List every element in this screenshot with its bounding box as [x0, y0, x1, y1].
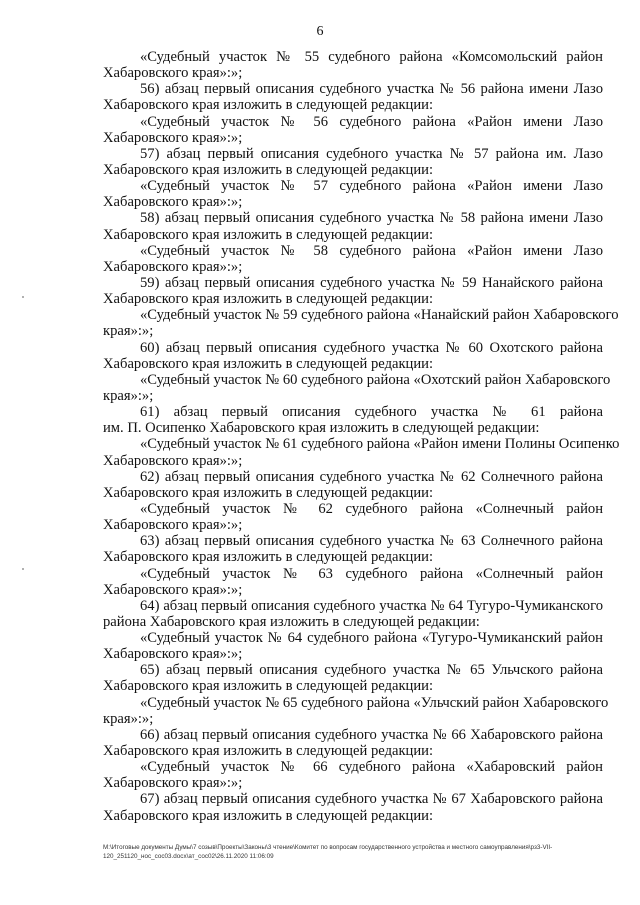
text-line: Хабаровского края»:»;	[103, 65, 243, 82]
text-line: 65) абзац первый описания судебного участка № 65 Ульчского района	[140, 662, 603, 679]
text-line: района Хабаровского края изложить в следующей редакции:	[103, 613, 480, 630]
text-line: Хабаровского края изложить в следующей редакции:	[103, 97, 434, 114]
text-line: 58) абзац первый описания судебного участка № 58 района имени Лазо	[140, 210, 603, 227]
text-line: Хабаровского края»:»;	[103, 646, 243, 663]
text-line: 63) абзац первый описания судебного участка № 63 Солнечного района	[140, 533, 603, 550]
text-line: Хабаровского края»:»;	[103, 517, 243, 534]
text-line: Хабаровского края изложить в следующей редакции:	[103, 743, 434, 760]
text-line: «Судебный участок № 62 судебного района «Солнечный район	[140, 500, 603, 517]
text-line: 60) абзац первый описания судебного участка № 60 Охотского района	[140, 339, 603, 356]
text-line: 62) абзац первый описания судебного участка № 62 Солнечного района	[140, 468, 603, 485]
text-line: Хабаровского края изложить в следующей редакции:	[103, 226, 434, 243]
text-line: 56) абзац первый описания судебного участка № 56 района имени Лазо	[140, 81, 603, 98]
text-line: «Судебный участок № 58 судебного района «Район имени Лазо	[140, 242, 603, 259]
text-line: «Судебный участок № 64 судебного района «Тугуро-Чумиканский район	[140, 630, 603, 647]
text-line: 66) абзац первый описания судебного участка № 66 Хабаровского района	[140, 726, 603, 743]
text-line: «Судебный участок № 65 судебного района «Ульчский район Хабаровского	[140, 694, 609, 711]
text-line: края»:»;	[103, 323, 154, 340]
text-line: «Судебный участок № 55 судебного района «Комсомольский район	[140, 49, 603, 65]
text-line: «Судебный участок № 61 судебного района «Район имени Полины Осипенко	[140, 436, 620, 453]
text-line: «Судебный участок № 56 судебного района «Район имени Лазо	[140, 113, 603, 130]
scan-speck	[22, 296, 24, 298]
text-line: Хабаровского края»:»;	[103, 194, 243, 211]
text-line: Хабаровского края изложить в следующей редакции:	[103, 484, 434, 501]
text-line: «Судебный участок № 63 судебного района «Солнечный район	[140, 565, 603, 582]
text-line: края»:»;	[103, 387, 154, 404]
text-line: 57) абзац первый описания судебного участка № 57 района им. Лазо	[140, 145, 603, 162]
text-line: края»:»;	[103, 710, 154, 727]
text-line: Хабаровского края изложить в следующей редакции:	[103, 549, 434, 566]
text-line: 64) абзац первый описания судебного участка № 64 Тугуро-Чумиканского	[140, 597, 603, 614]
text-line: Хабаровского края изложить в следующей редакции:	[103, 161, 434, 178]
text-line: Хабаровского края»:»;	[103, 258, 243, 275]
text-line: им. П. Осипенко Хабаровского края изложить в следующей редакции:	[103, 420, 540, 437]
text-line: «Судебный участок № 59 судебного района «Нанайский район Хабаровского	[140, 307, 619, 324]
document-body	[103, 49, 620, 824]
text-line: «Судебный участок № 60 судебного района «Охотский район Хабаровского	[140, 371, 611, 388]
scan-speck	[22, 568, 24, 570]
text-line: Хабаровского края изложить в следующей редакции:	[103, 291, 434, 308]
text-line: 67) абзац первый описания судебного участка № 67 Хабаровского района	[140, 791, 603, 808]
text-line: 59) абзац первый описания судебного участка № 59 Нанайского района	[140, 274, 603, 291]
text-line: «Судебный участок № 66 судебного района «Хабаровский район	[140, 759, 603, 776]
text-line: Хабаровского края»:»;	[103, 129, 243, 146]
page-number: 6	[316, 24, 324, 39]
file-path-footer	[103, 843, 613, 861]
text-line: Хабаровского края изложить в следующей редакции:	[103, 355, 434, 372]
footer-line: М:\Итоговые документы Думы\7 созыв\Проекты\Законы\3 чтение\Комитет по вопросам государственного устройства и местного самоуправления\рз3-VII-	[103, 844, 553, 851]
text-line: Хабаровского края изложить в следующей редакции:	[103, 678, 434, 695]
text-line: Хабаровского края изложить в следующей редакции:	[103, 807, 434, 824]
text-line: Хабаровского края»:»;	[103, 581, 243, 598]
text-line: Хабаровского края»:»;	[103, 452, 243, 469]
text-line: 61) абзац первый описания судебного участка № 61 района	[140, 404, 603, 421]
text-line: «Судебный участок № 57 судебного района «Район имени Лазо	[140, 178, 603, 195]
text-line: Хабаровского края»:»;	[103, 775, 243, 792]
footer-line: 120_251120_нос_сос03.docx\ат_сос02\26.11.2020 11:06:09	[103, 853, 274, 860]
